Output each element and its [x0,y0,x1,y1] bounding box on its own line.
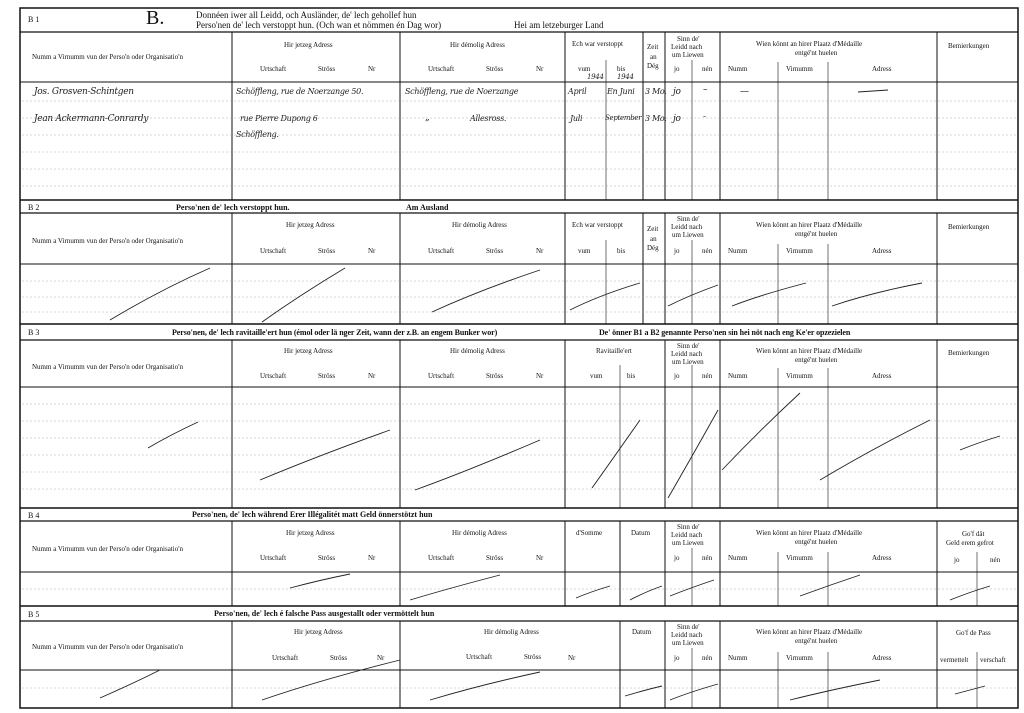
strike-mark [592,420,640,488]
entry-jetzeg-address: Schöffleng, rue de Noerzange 50. [236,87,364,96]
col-wien-2: entgé'nt huelen [795,538,838,546]
col-nr: Nr [536,247,544,255]
col-ravitaille: Ravitaille'ert [596,347,632,355]
entry-demolig-ditto: „ [425,113,430,123]
col-stross: Ströss [318,372,336,380]
year-vum: 1944 [587,73,604,81]
col-hir-jetzeg: Hir jetzeg Adress [286,221,335,229]
entry-bis: En Juni [607,87,635,96]
entry-bis: September [605,114,642,122]
col-numm: Numm a Virnumm vun der Perso'n oder Organisatio'n [32,237,183,245]
section-title-b3-extra: De' önner B1 a B2 genannte Perso'nen sin hei nöt nach eng Ke'er opzezielen [599,328,851,337]
strike-mark [820,420,930,480]
col-bis: bis [617,247,626,255]
col-urtschaft: Urtschaft [272,654,299,662]
col-nr: Nr [536,554,544,562]
section-title-b5: Perso'nen, de' lech é falsche Pass ausgestallt oder vermöttelt hun [214,609,435,618]
col-numm: Numm a Virnumm vun der Perso'n oder Organisatio'n [32,363,183,371]
col-stross: Ströss [524,653,542,661]
col-hir-demolig: Hir démolig Adress [452,221,507,229]
col-stross: Ströss [486,372,504,380]
col-an: an [650,53,657,61]
header-line-2: Perso'nen de' lech verstoppt hun. (Och wan et nömmen én Dag wor) [196,20,442,30]
strike-mark [630,586,662,600]
year-bis: 1944 [617,73,634,81]
col-ech-war: Ech war verstoppt [572,221,623,229]
col-sinn-2: Leidd nach [671,223,703,231]
strike-mark [290,574,350,588]
entry-jetzeg-address-line-2: Schöffleng. [236,130,279,139]
col-datum: Datum [632,628,652,636]
col-sinn-1: Sinn de' [677,523,700,531]
col-ech-war: Ech war verstoppt [572,40,623,48]
col-jo: jo [674,247,680,255]
col-gof-datt-1: Go'f dät [962,530,985,538]
entry-deg: 3 Mo. [645,114,667,123]
entry-nen: - [703,112,706,122]
col-nen: nén [702,554,713,562]
col-vermettelt: vermettelt [940,656,969,664]
col-sinn-1: Sinn de' [677,215,700,223]
col-virnumm: Virnumm [786,554,813,562]
col-deg: Dég [647,244,659,252]
col-urtschaft: Urtschaft [260,247,287,255]
col-wien-2: entgé'nt huelen [795,230,838,238]
col-jo: jo [674,65,680,73]
col-deg: Dég [647,62,659,70]
strike-mark [432,270,540,312]
col-numm-short: Numm [728,372,748,380]
col-virnumm: Virnumm [786,247,813,255]
col-nen: nén [702,372,713,380]
strike-mark [148,422,198,448]
col-sinn-3: um Liewen [672,539,704,547]
col-nen: nén [990,556,1001,564]
col-zeit: Zeit [647,43,659,51]
col-nr: Nr [536,65,544,73]
strike-mark [950,586,990,600]
col-stross: Ströss [318,247,336,255]
strike-mark [410,575,500,600]
col-sinn-2: Leidd nach [671,531,703,539]
section-code-b4: B 4 [28,511,40,520]
col-hir-jetzeg: Hir jetzeg Adress [286,529,335,537]
section-code-b5: B 5 [28,610,40,619]
col-vum: vum [578,65,591,73]
strike-mark [576,586,610,598]
col-urtschaft: Urtschaft [428,554,455,562]
entry-deg: 3 Mo. [645,87,667,96]
col-stross: Ströss [486,65,504,73]
entry-name: Jean Ackermann-Conrardy [34,114,149,124]
col-bis: bis [617,65,626,73]
entry-jo: jo [673,114,681,124]
col-stross: Ströss [330,654,348,662]
col-an: an [650,235,657,243]
section-code-b1: B 1 [28,15,40,24]
col-datum: Datum [631,529,651,537]
col-wien-1: Wien könnt an hirer Plaatz d'Médaille [756,628,863,636]
col-hir-demolig: Hir démolig Adress [484,628,539,636]
col-virnumm: Virnumm [786,65,813,73]
col-wien-2: entgé'nt huelen [795,356,838,364]
col-virnumm: Virnumm [786,372,813,380]
col-stross: Ströss [486,554,504,562]
col-nr: Nr [568,654,576,662]
entry-jo: jo [673,87,681,97]
strike-mark [262,660,400,700]
col-bemierkungen: Bemierkungen [948,349,990,357]
col-adress: Adress [872,65,892,73]
entry-name: Jos. Grosven-Schintgen [34,87,134,97]
entry-vum: April [568,87,587,96]
col-urtschaft: Urtschaft [428,65,455,73]
col-urtschaft: Urtschaft [428,372,455,380]
col-sinn-2: Leidd nach [671,631,703,639]
col-hir-demolig: Hir démolig Adress [450,41,505,49]
col-virnumm: Virnumm [786,654,813,662]
col-numm-short: Numm [728,554,748,562]
strike-mark [100,670,160,698]
col-sinn-1: Sinn de' [677,623,700,631]
col-jo: jo [954,556,960,564]
entry-jetzeg-address: rue Pierre Dupong 6 [240,114,318,123]
col-wien-2: entgé'nt huelen [795,49,838,57]
strike-mark [832,283,922,306]
col-nr: Nr [536,372,544,380]
strike-mark [790,680,880,700]
col-wien-1: Wien könnt an hirer Plaatz d'Médaille [756,529,863,537]
strike-mark [955,686,985,694]
col-gof-datt-2: Geld erem gefrot [946,539,994,547]
col-sinn-1: Sinn de' [677,35,700,43]
col-gof-pass: Go'f de Pass [956,629,991,637]
col-wien-1: Wien könnt an hirer Plaatz d'Médaille [756,221,863,229]
col-hir-demolig: Hir démolig Adress [450,347,505,355]
col-bemierkungen: Bemierkungen [948,42,990,50]
section-code-b2: B 2 [28,203,40,212]
col-numm: Numm a Virnumm vun der Perso'n oder Organisatio'n [32,643,183,651]
col-nen: nén [702,65,713,73]
col-numm: Numm a Virnumm vun der Perso'n oder Organisatio'n [32,53,183,61]
strike-mark [722,393,800,470]
col-urtschaft: Urtschaft [466,653,493,661]
col-jo: jo [674,372,680,380]
col-sinn-3: um Liewen [672,231,704,239]
col-sinn-3: um Liewen [672,639,704,647]
col-wien-2: entgé'nt huelen [795,637,838,645]
col-hir-jetzeg: Hir jetzeg Adress [284,41,333,49]
entry-vum: Juli [570,114,583,123]
strike-mark [670,684,718,700]
form-grid [20,8,1018,708]
col-nr: Nr [368,554,376,562]
col-adress: Adress [872,654,892,662]
col-hir-jetzeg: Hir jetzeg Adress [294,628,343,636]
strike-mark [668,285,718,306]
strike-mark [430,672,540,700]
col-nr: Nr [368,372,376,380]
col-urtschaft: Urtschaft [260,65,287,73]
col-sinn-1: Sinn de' [677,342,700,350]
col-nr: Nr [368,65,376,73]
col-numm-short: Numm [728,247,748,255]
strike-mark [668,410,718,498]
col-vum: vum [590,372,603,380]
header-line-1: Donnéen iwer all Leidd, och Ausländer, de' lech gehollef hun [196,10,417,20]
col-nen: nén [702,654,713,662]
col-nr: Nr [377,654,385,662]
col-verschaft: verschaft [980,656,1006,664]
col-stross: Ströss [486,247,504,255]
col-numm-short: Numm [728,654,748,662]
col-urtschaft: Urtschaft [428,247,455,255]
col-stross: Ströss [318,65,336,73]
entry-medaille-name: — [740,87,749,97]
col-sinn-2: Leidd nach [671,350,703,358]
section-code-b3: B 3 [28,328,40,337]
col-hir-demolig: Hir démolig Adress [452,529,507,537]
header-line-2-extra: Hei am letzeburger Land [514,20,604,30]
col-vum: vum [578,247,591,255]
strike-mark [570,283,640,310]
section-title-b3: Perso'nen, de' lech ravitaille'ert hun (émol oder lä nger Zeit, wann der z.B. an engem Bunker wor) [172,328,498,337]
col-numm: Numm a Virnumm vun der Perso'n oder Organisatio'n [32,545,183,553]
strike-mark [625,686,662,696]
col-stross: Ströss [318,554,336,562]
form-letter: B. [146,7,165,29]
col-bemierkungen: Bemierkungen [948,223,990,231]
col-numm-short: Numm [728,65,748,73]
col-jo: jo [674,654,680,662]
col-bis: bis [627,372,636,380]
col-sinn-3: um Liewen [672,358,704,366]
col-zeit: Zeit [647,225,659,233]
section-title-b4: Perso'nen, de' lech während Erer Illégalitét matt Geld önnerstötzt hun [192,510,433,519]
col-dsomme: d'Somme [576,529,603,537]
col-hir-jetzeg: Hir jetzeg Adress [284,347,333,355]
section-title-b2-extra: Am Ausland [406,203,449,212]
entry-demolig-address: Schöffleng, rue de Noerzange [405,87,519,96]
strike-mark [800,575,860,596]
col-wien-1: Wien könnt an hirer Plaatz d'Médaille [756,40,863,48]
strike-mark [110,268,210,320]
col-nr: Nr [368,247,376,255]
strike-mark [858,90,888,92]
col-urtschaft: Urtschaft [260,554,287,562]
col-jo: jo [674,554,680,562]
col-wien-1: Wien könnt an hirer Plaatz d'Médaille [756,347,863,355]
strike-mark [415,440,540,490]
col-urtschaft: Urtschaft [260,372,287,380]
col-adress: Adress [872,554,892,562]
col-sinn-3: um Liewen [672,51,704,59]
col-adress: Adress [872,372,892,380]
col-adress: Adress [872,247,892,255]
section-title-b2: Perso'nen de' lech verstoppt hun. [176,203,290,212]
col-nen: nén [702,247,713,255]
strike-mark [262,268,345,322]
strike-mark [732,283,806,306]
entry-demolig-address: Allesross. [470,114,507,123]
entry-nen: – [703,85,708,95]
col-sinn-2: Leidd nach [671,43,703,51]
